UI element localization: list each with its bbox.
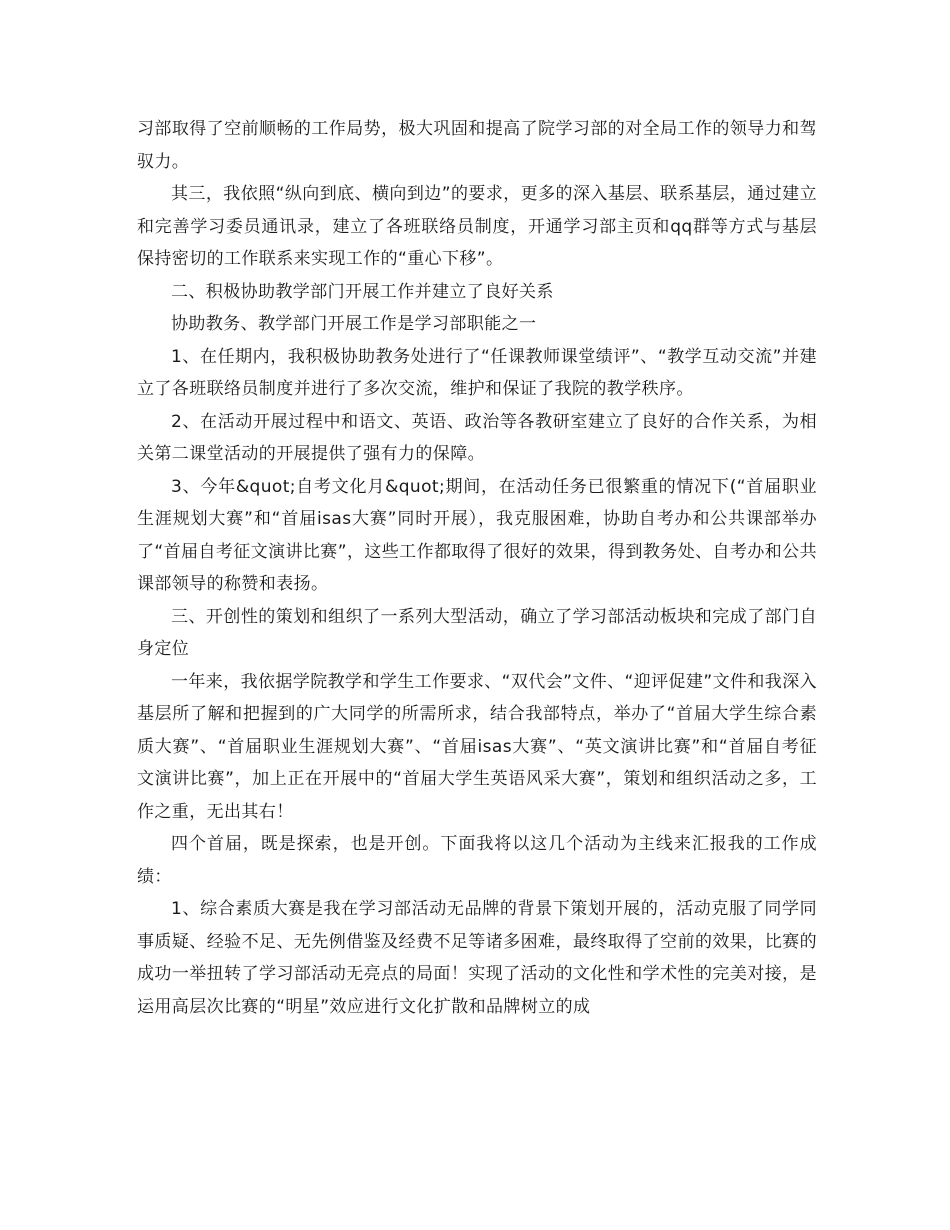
section-heading: 三、开创性的策划和组织了一系列大型活动，确立了学习部活动板块和完成了部门自身定位 (137, 606, 817, 659)
paragraph: 四个首届，既是探索，也是开创。下面我将以这几个活动为主线来汇报我的工作成绩： (137, 834, 817, 887)
paragraph: 一年来，我依据学院教学和学生工作要求、“双代会”文件、“迎评促建”文件和我深入基层所了解和把握到的广大同学的所需所求，结合我部特点，举办了“首届大学生综合素质大赛”、“首届职业生涯规划大赛”、“首届isas大赛”、“英文演讲比赛”和“首届自考征文演讲比赛”，加上正在开展中的“首届大学生英语风采大赛”，策划和组织活动之多，工作之重，无出其右！ (137, 671, 817, 822)
list-item: 1、综合素质大赛是我在学习部活动无品牌的背景下策划开展的，活动克服了同学同事质疑、经验不足、无先例借鉴及经费不足等诸多困难，最终取得了空前的效果，比赛的成功一举扭转了学习部活动无亮点的局面！实现了活动的文化性和学术性的完美对接，是运用高层次比赛的“明星”效应进行文化扩散和品牌树立的成 (137, 899, 817, 1017)
paragraph: 协助教务、教学部门开展工作是学习部职能之一 (171, 314, 537, 334)
list-item: 2、在活动开展过程中和语文、英语、政治等各教研室建立了良好的合作关系，为相关第二课堂活动的开展提供了强有力的保障。 (137, 411, 817, 464)
paragraph: 其三，我依照“纵向到底、横向到边”的要求，更多的深入基层、联系基层，通过建立和完善学习委员通讯录，建立了各班联络员制度，开通学习部主页和qq群等方式与基层保持密切的工作联系来实现工作的“重心下移”。 (137, 184, 817, 269)
paragraph-continuation: 习部取得了空前顺畅的工作局势，极大巩固和提高了院学习部的对全局工作的领导力和驾驭力。 (137, 119, 817, 172)
list-item: 1、在任期内，我积极协助教务处进行了“任课教师课堂绩评”、“教学互动交流”并建立了各班联络员制度并进行了多次交流，维护和保证了我院的教学秩序。 (137, 346, 817, 399)
document-body (137, 113, 817, 1023)
section-heading: 二、积极协助教学部门开展工作并建立了良好关系 (171, 281, 554, 302)
list-item: 3、今年&quot;自考文化月&quot;期间，在活动任务已很繁重的情况下(“首届职业生涯规划大赛”和“首届isas大赛”同时开展），我克服困难，协助自考办和公共课部举办了“首届自考征文演讲比赛”，这些工作都取得了很好的效果，得到教务处、自考办和公共课部领导的称赞和表扬。 (137, 476, 817, 594)
